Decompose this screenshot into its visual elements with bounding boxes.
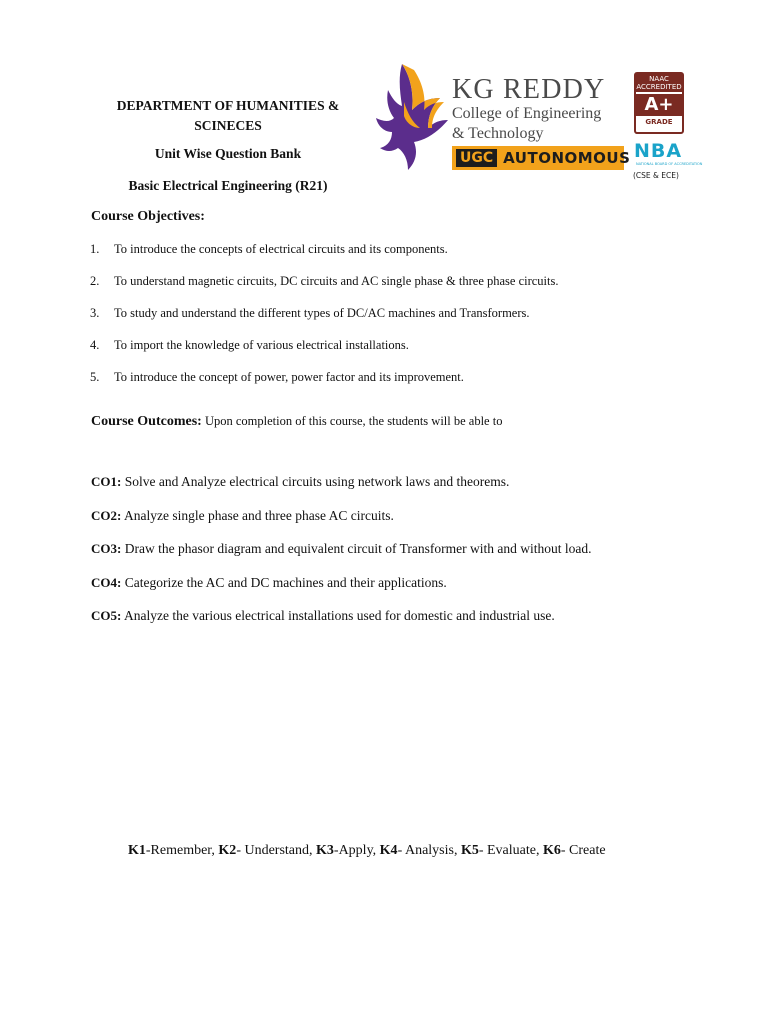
objective-text: To introduce the concept of power, power factor and its improvement. <box>114 370 464 384</box>
ugc-label: UGC <box>456 149 497 167</box>
level-label: - Evaluate, <box>478 843 543 858</box>
outcome-text: Solve and Analyze electrical circuits using network laws and theorems. <box>121 474 510 489</box>
outcome-code: CO2: <box>91 508 122 523</box>
course-objectives-heading: Course Objectives: <box>91 209 205 224</box>
objective-number: 2. <box>90 274 100 288</box>
level-label: - Create <box>560 843 606 858</box>
objective-item <box>90 306 530 321</box>
outcome-text: Categorize the AC and DC machines and their applications. <box>121 575 447 590</box>
naac-badge <box>634 72 684 134</box>
department-line-2: SCINECES <box>194 118 262 133</box>
outcome-code: CO4: <box>91 575 122 590</box>
outcome-text: Analyze the various electrical installations used for domestic and industrial use. <box>121 608 555 623</box>
objective-text: To understand magnetic circuits, DC circuits and AC single phase & three phase circuits. <box>114 274 559 288</box>
department-line-1: DEPARTMENT OF HUMANITIES & <box>116 98 340 113</box>
level-label: -Remember, <box>145 843 219 858</box>
nba-caption: NATIONAL BOARD OF ACCREDITATION <box>636 162 703 166</box>
objective-number: 3. <box>90 306 100 320</box>
outcome-item <box>91 608 555 624</box>
objective-item <box>90 274 559 289</box>
outcome-text: Analyze single phase and three phase AC circuits. <box>121 508 394 523</box>
knowledge-levels-legend <box>128 843 606 859</box>
objective-item <box>90 370 464 385</box>
course-outcomes-line <box>91 414 502 430</box>
objective-text: To introduce the concepts of electrical circuits and its components. <box>114 242 448 256</box>
ugc-autonomous-badge <box>452 146 631 170</box>
eagle-icon <box>376 64 448 170</box>
level-label: -Apply, <box>333 843 380 858</box>
outcome-item <box>91 508 394 524</box>
nba-programs: (CSE & ECE) <box>633 171 679 180</box>
level-code: K5 <box>460 843 479 858</box>
level-label: - Understand, <box>236 843 317 858</box>
naac-grade-label: GRADE <box>645 118 673 126</box>
level-label: - Analysis, <box>397 843 461 858</box>
subject-title: Basic Electrical Engineering (R21) <box>128 178 328 193</box>
level-code: K2 <box>218 843 237 858</box>
objective-item <box>90 338 409 353</box>
objective-text: To study and understand the different types of DC/AC machines and Transformers. <box>114 306 530 320</box>
level-code: K6 <box>542 843 561 858</box>
objective-number: 1. <box>90 242 100 256</box>
outcome-item <box>91 541 591 557</box>
question-bank-title: Unit Wise Question Bank <box>154 146 302 161</box>
logo-subtitle-2: & Technology <box>452 125 544 142</box>
outcome-text: Draw the phasor diagram and equivalent circuit of Transformer with and without load. <box>121 541 592 556</box>
outcome-code: CO5: <box>91 608 122 623</box>
nba-logo: NBA <box>634 140 683 162</box>
naac-top-label: NAAC ACCREDITED <box>636 75 682 91</box>
department-title <box>92 96 364 136</box>
level-code: K4 <box>379 843 398 858</box>
outcome-item <box>91 474 509 490</box>
outcome-code: CO1: <box>91 474 122 489</box>
course-outcomes-intro: Upon completion of this course, the students will be able to <box>201 414 503 428</box>
logo-title: KG REDDY <box>452 74 606 105</box>
objective-number: 5. <box>90 370 100 384</box>
objective-number: 4. <box>90 338 100 352</box>
level-code: K1 <box>128 843 146 858</box>
course-outcomes-heading: Course Outcomes: <box>91 414 202 429</box>
autonomous-label: AUTONOMOUS <box>503 149 631 167</box>
logo-subtitle-1: College of Engineering <box>452 105 602 122</box>
level-code: K3 <box>316 843 334 858</box>
objective-text: To import the knowledge of various electrical installations. <box>114 338 409 352</box>
objective-item <box>90 242 448 257</box>
naac-grade: A+ <box>636 94 682 116</box>
outcome-code: CO3: <box>91 541 122 556</box>
outcome-item <box>91 575 447 591</box>
